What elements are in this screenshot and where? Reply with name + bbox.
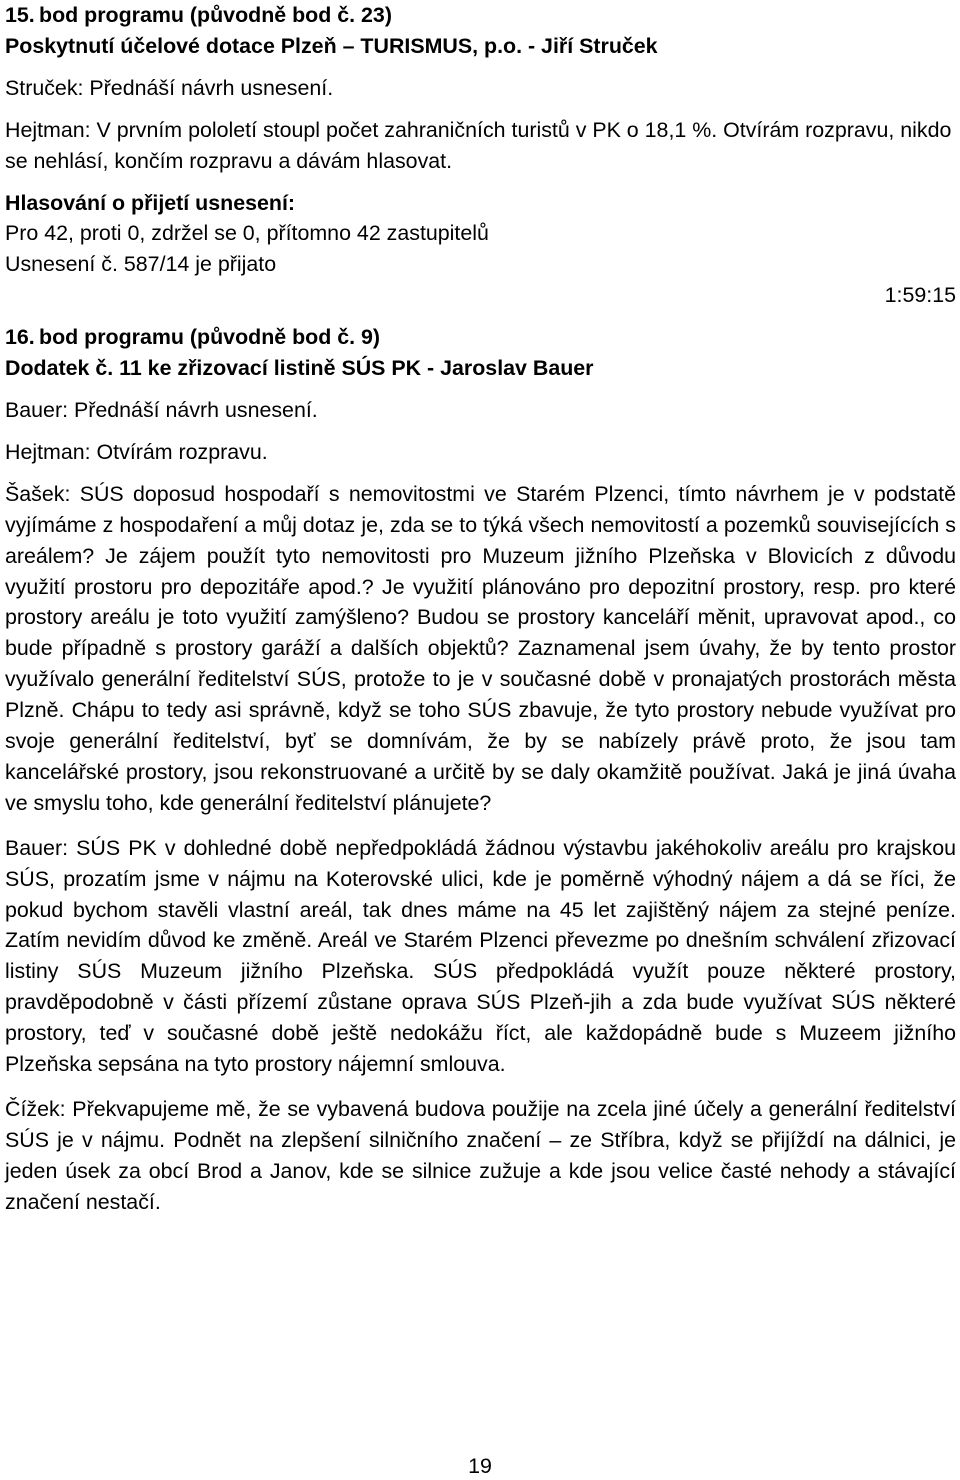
item-16-number: 16. (5, 325, 35, 350)
timestamp: 1:59:15 (884, 283, 956, 308)
item-15-number: 15. (5, 3, 35, 27)
item-15-resolution: Usnesení č. 587/14 je přijato (5, 252, 277, 277)
item-15-title-line1: bod programu (původně bod č. 23) (39, 3, 392, 27)
item-15-presenter-text: Struček: Přednáší návrh usnesení. (5, 75, 334, 100)
page-number: 19 (468, 1454, 492, 1478)
item-15-vote-title: Hlasování o přijetí usnesení: (5, 190, 296, 215)
item-16-chair-text: Hejtman: Otvírám rozpravu. (5, 439, 268, 464)
item-15-title-line2: Poskytnutí účelové dotace Plzeň – TURISMUS, p.o. - Jiří Struček (5, 33, 658, 58)
item-16-cizek-comment: Čížek: Překvapujeme mě, že se vybavená budova použije na zcela jiné účely a generální ředitelství SÚS je v nájmu. Podnět na zlepšení silničního značení – ze Stříbra, když se přijíždí na dálnici, je jeden úsek za obcí Brod a Janov, kde se silnice zužuje a kde jsou velice časté nehody a stávající značení nestačí. (5, 1097, 956, 1214)
item-16-sasek-question: Šašek: SÚS doposud hospodaří s nemovitostmi ve Starém Plzenci, tímto návrhem je v podstatě vyjímáme z hospodaření a můj dotaz je, zda se to týká všech nemovitostí a pozemků souvisejících s areálem? Je zájem použít tyto nemovitosti pro Muzeum jižního Plzeňska v Blovicích z důvodu využití prostoru pro depozitáře apod.? Je využití plánováno pro depozitní prostory, resp. pro které prostory areálu je toto využití zamýšleno? Budou se prostory kanceláří měnit, upravovat apod., co bude případně s prostory garáží a dalších objektů? Zaznamenal jsem úvahy, že by tento prostor využívalo generální ředitelství SÚS, protože to je v současné době v pronajatých prostorách města Plzně. Chápu to tedy asi správně, když se toho SÚS zbavuje, že tyto prostory nebude využívat pro svoje generální ředitelství, byť se domnívám, že by se nabízely právě proto, že jsou tam kancelářské prostory, jsou rekonstruované a určitě by se daly okamžitě používat. Jaká je jiná úvaha ve smyslu toho, kde generální ředitelství plánujete? (5, 481, 956, 815)
item-15-heading (5, 0, 956, 31)
item-16-title-line2: Dodatek č. 11 ke zřizovací listině SÚS PK - Jaroslav Bauer (5, 356, 594, 381)
item-15-chair-text: Hejtman: V prvním pololetí stoupl počet zahraničních turistů v PK o 18,1 %. Otvírám rozpravu, nikdo se nehlásí, končím rozpravu a dávám hlasovat. (5, 117, 952, 173)
item-16-title-line1: bod programu (původně bod č. 9) (39, 325, 381, 350)
item-15-section (5, 0, 956, 311)
item-16-bauer-answer: Bauer: SÚS PK v dohledné době nepředpokládá žádnou výstavbu jakéhokoliv areálu pro krajskou SÚS, prozatím jsme v nájmu na Koterovské ulici, kde je poměrně výhodný nájem a dá se říci, že pokud bychom stavěli vlastní areál, tak dnes máme na 45 let zajištěný nájem za stejné peníze. Zatím nevidím důvod ke změně. Areál ve Starém Plzenci převezme po dnešním schválení zřizovací listiny SÚS Muzeum jižního Plzeňska. SÚS předpokládá využít pouze některé prostory, pravděpodobně v části přízemí zůstane oprava SÚS Plzeň-jih a zda bude využívat SÚS některé prostory, teď v současné době ještě nedokážu říct, ale každopádně bude s Muzeem jižního Plzeňska sepsána na tyto prostory nájemní smlouva. (5, 835, 956, 1077)
item-16-section (5, 322, 956, 1217)
document-page (5, 0, 956, 1480)
item-15-vote-result: Pro 42, proti 0, zdržel se 0, přítomno 42 zastupitelů (5, 221, 489, 246)
item-16-presenter-text: Bauer: Přednáší návrh usnesení. (5, 397, 318, 422)
item-16-heading (5, 322, 956, 353)
